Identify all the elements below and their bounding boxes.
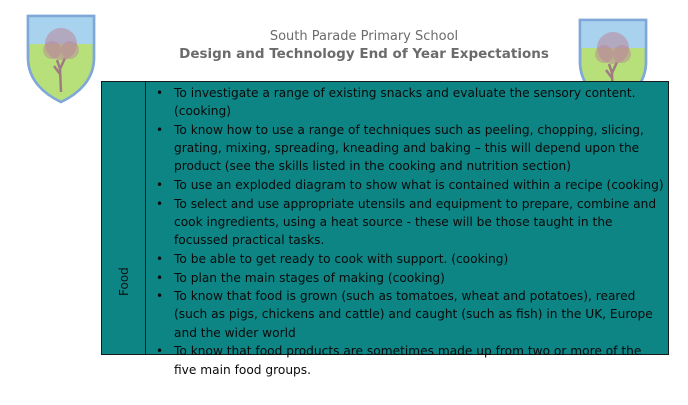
category-cell — [102, 82, 146, 354]
expectations-list — [152, 84, 664, 379]
list-item: • To be able to get ready to cook with support. (cooking) — [152, 250, 664, 268]
school-crest-icon — [26, 14, 96, 104]
list-item: • To know how to use a range of techniques such as peeling, chopping, slicing, grating, mixing, spreading, kneading and baking – this will depend upon the product (see the skills listed in the cooking and nutrition section) — [152, 121, 664, 176]
category-label: Food — [116, 267, 131, 296]
list-item: • To investigate a range of existing snacks and evaluate the sensory content. (cooking) — [152, 84, 664, 120]
expectations-cell — [146, 82, 668, 377]
expectations-table — [101, 81, 669, 377]
list-item: • To know that food is grown (such as tomatoes, wheat and potatoes), reared (such as pigs, chickens and cattle) and caught (such as fish) in the UK, Europe and the wider world — [152, 287, 664, 342]
school-name: South Parade Primary School — [269, 29, 459, 44]
list-item: • To know that food products are sometimes made up from two or more of the five main food groups. — [152, 342, 664, 378]
document-title: Design and Technology End of Year Expectations — [179, 46, 549, 62]
list-item: • To use an exploded diagram to show what is contained within a recipe (cooking) — [152, 176, 664, 194]
list-item: • To plan the main stages of making (cooking) — [152, 269, 664, 287]
document-header — [160, 28, 568, 64]
list-item: • To select and use appropriate utensils and equipment to prepare, combine and cook ingredients, using a heat source - these will be those taught in the focussed practical tasks. — [152, 195, 664, 250]
